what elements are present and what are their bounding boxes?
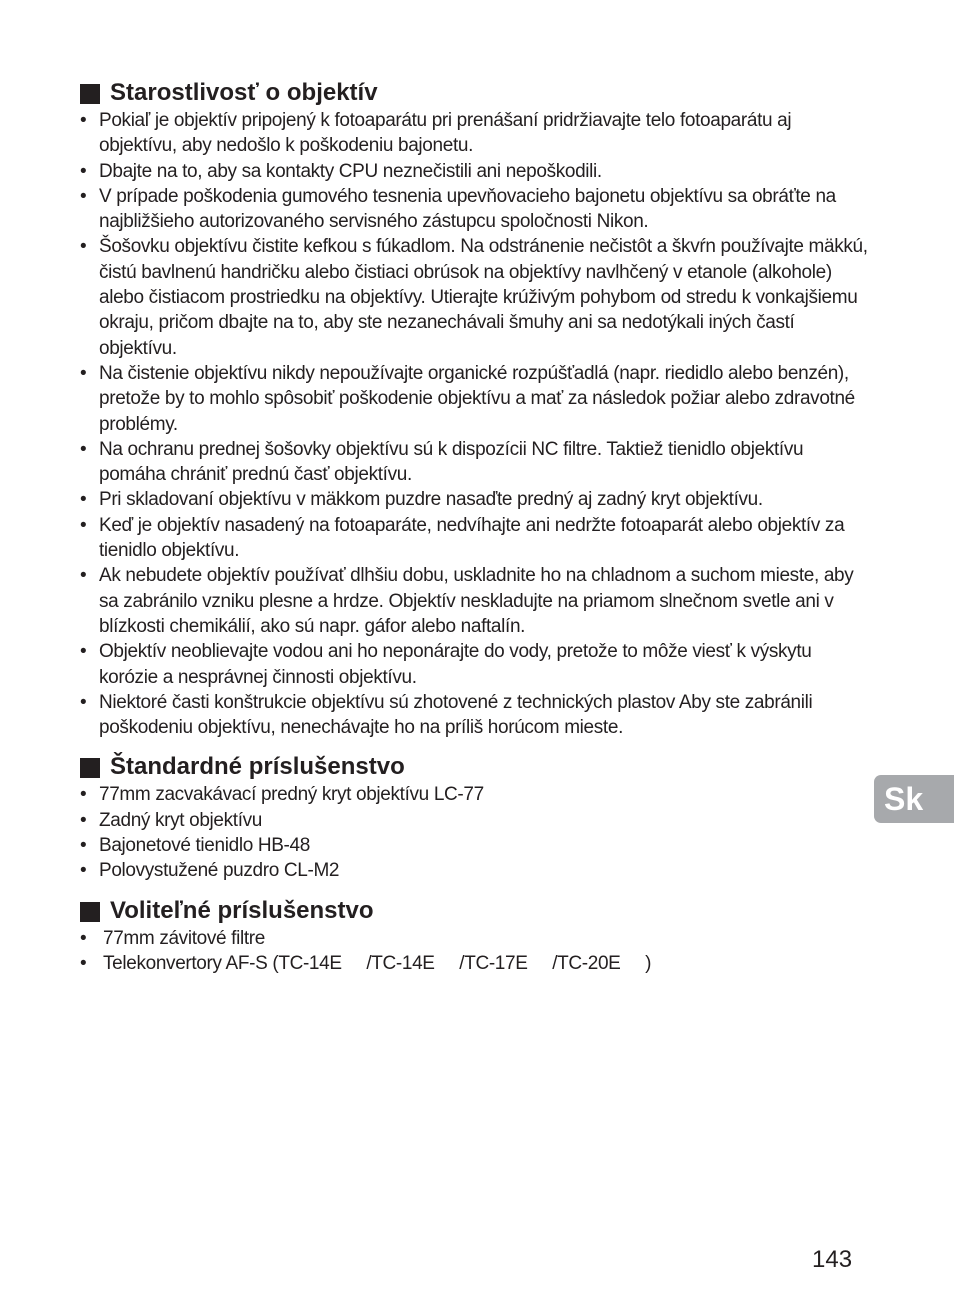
section-standard-accessories: [80, 752, 870, 883]
bullet-icon: •: [80, 110, 87, 131]
bullet-icon: •: [80, 691, 87, 713]
bullet-icon: •: [80, 565, 87, 587]
bullet-icon: •: [80, 784, 87, 806]
page-content: [80, 78, 870, 988]
square-bullet-icon: [80, 902, 100, 922]
list-item: • Polovystužené puzdro CL-M2: [80, 858, 870, 883]
list-item: • Zadný kryt objektívu: [80, 808, 870, 833]
list-item: • Pokiaľ je objektív pripojený k fotoaparátu pri prenášaní pridržiavajte telo fotoaparátu aj objektívu, aby nedošlo k poškodeniu bajonetu.: [80, 110, 792, 157]
language-tab: Sk: [874, 775, 954, 823]
bullet-icon: •: [80, 489, 87, 511]
list-item: • 77mm zacvakávací predný kryt objektívu LC-77: [80, 782, 870, 807]
section-optional-accessories: [80, 896, 870, 977]
list-item: • Dbajte na to, aby sa kontakty CPU neznečistili ani nepoškodili.: [80, 159, 870, 184]
list-item: • Bajonetové tienidlo HB-48: [80, 833, 870, 858]
section-title: Starostlivosť o objektív: [110, 79, 378, 106]
list-item: • Na čistenie objektívu nikdy nepoužívajte organické rozpúšťadlá (napr. riedidlo alebo benzén), pretože by to mohlo spôsobiť poškodenie objektívu a mať za následok požiar alebo zdravotné problémy.: [80, 362, 855, 435]
section-heading: [80, 78, 870, 108]
square-bullet-icon: [80, 758, 100, 778]
list-item: • Objektív neoblievajte vodou ani ho neponárajte do vody, pretože to môže viesť k výskytu korózie a nesprávnej činnosti objektívu.: [80, 641, 812, 688]
list-item: • Na ochranu prednej šošovky objektívu sú k dispozícii NC filtre. Taktiež tienidlo objektívu pomáha chrániť prednú časť objektívu.: [80, 438, 804, 486]
standard-accessories-list: [80, 782, 870, 883]
list-item: • V prípade poškodenia gumového tesnenia upevňovacieho bajonetu objektívu sa obráťte na najbližšieho autorizovaného servisného zástupcu spoločnosti Nikon.: [80, 185, 836, 233]
list-item: • Telekonvertory AF-S (TC-14E /TC-14E /TC-17E /TC-20E ): [80, 951, 870, 976]
section-lens-care: [80, 78, 870, 740]
list-item: • Šošovku objektívu čistite kefkou s fúkadlom. Na odstránenie nečistôt a škvŕn používajte mäkkú, čistú bavlnenú handričku alebo čistiaci obrúsok na objektívy navlhčený v etanole (alkohole) alebo čistiacom prostriedku na objektívy. Utierajte krúživým pohybom od stredu k vonkajšiemu okraju, pričom dbajte na to, aby ste nezanechávali šmuhy ani sa nedotýkali iných častí objektívu.: [80, 236, 868, 359]
lens-care-list: [80, 108, 870, 740]
bullet-icon: •: [80, 927, 87, 949]
bullet-icon: •: [80, 835, 87, 857]
list-item: • Niektoré časti konštrukcie objektívu sú zhotovené z technických plastov Aby ste zabránili poškodeniu objektívu, nenechávajte ho na príliš horúcom mieste.: [80, 691, 813, 739]
section-heading: [80, 896, 870, 926]
list-item: • Keď je objektív nasadený na fotoaparáte, nedvíhajte ani nedržte fotoaparát alebo objektív za tienidlo objektívu.: [80, 514, 845, 562]
page-number: 143: [812, 1246, 853, 1273]
list-item: • 77mm závitové filtre: [80, 926, 870, 951]
bullet-icon: •: [80, 236, 87, 258]
bullet-icon: •: [80, 185, 87, 207]
optional-accessories-list: [80, 926, 870, 977]
list-item: • Pri skladovaní objektívu v mäkkom puzdre nasaďte predný aj zadný kryt objektívu.: [80, 487, 870, 512]
bullet-icon: •: [80, 860, 87, 882]
list-item: • Ak nebudete objektív používať dlhšiu dobu, uskladnite ho na chladnom a suchom mieste, aby sa zabránilo vzniku plesne a hrdze. Objektív neskladujte na priamom slnečnom svetle ani v blízkosti chemikálií, ako sú napr. gáfor alebo naftalín.: [80, 565, 854, 637]
section-heading: [80, 752, 870, 782]
bullet-icon: •: [80, 160, 87, 182]
bullet-icon: •: [80, 809, 87, 831]
bullet-icon: •: [80, 641, 87, 663]
square-bullet-icon: [80, 84, 100, 104]
bullet-icon: •: [80, 514, 87, 536]
bullet-icon: •: [80, 362, 87, 384]
section-title: Voliteľné príslušenstvo: [110, 896, 374, 924]
section-title: Štandardné príslušenstvo: [110, 753, 405, 781]
bullet-icon: •: [80, 438, 87, 460]
bullet-icon: •: [80, 952, 87, 974]
